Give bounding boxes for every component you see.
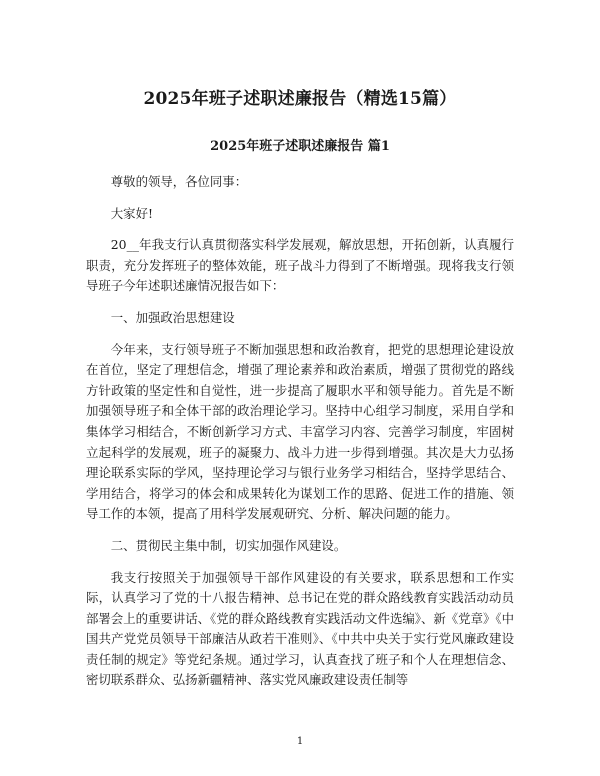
section-title: 2025年班子述职述廉报告 篇1 xyxy=(210,139,390,154)
section-heading-1: 一、加强政治思想建设 xyxy=(110,309,235,325)
greeting-paragraph: 大家好! xyxy=(110,205,153,221)
section-heading-2: 二、贯彻民主集中制，切实加强作风建设。 xyxy=(110,537,347,553)
body-paragraph-1: 今年来，支行领导班子不断加强思想和政治教育，把党的思想理论建设放在首位，坚定了理想信念，增强了理论素养和政治素质，增强了贯彻党的路线方针政策的坚定性和自觉性，进一步提高了履职水平和领导能力。首先是不断加强领导班子和全体干部的政治理论学习。坚持中心组学习制度，采用自学和集体学习相结合，不断创新学习方式、丰富学习内容、完善学习制度，牢固树立起科学的发展观，班子的凝聚力、战斗力进一步得到增强。其次是大力弘扬理论联系实际的学风，坚持理论学习与银行业务学习相结合，坚持学思结合、学用结合，将学习的体会和成果转化为谋划工作的思路、促进工作的措施、领导工作的本领，提高了用科学发展观研究、分析、解决问题的能力。 xyxy=(86,341,514,522)
intro-paragraph: 20__年我支行认真贯彻落实科学发展观，解放思想，开拓创新，认真履行职责，充分发挥班子的整体效能，班子战斗力得到了不断增强。现将我支行领导班子今年述职述廉情况报告如下： xyxy=(86,237,514,294)
page-title: 2025年班子述职述廉报告（精选15篇） xyxy=(143,89,457,109)
body-paragraph-2: 我支行按照关于加强领导干部作风建设的有关要求，联系思想和工作实际，认真学习了党的十八报告精神、总书记在党的群众路线教育实践活动动员部署会上的重要讲话、《党的群众路线教育实践活动文件选编》、新《党章》《中国共产党党员领导干部廉洁从政若干准则》、《中共中央关于实行党风廉政建设责任制的规定》等党纪条规。通过学习，认真查找了班子和个人在理想信念、密切联系群众、弘扬新疆精神、落实党风廉政建设责任制等 xyxy=(86,569,514,688)
salutation-paragraph: 尊敬的领导，各位同事： xyxy=(110,174,248,189)
page-number: 1 xyxy=(296,736,304,747)
